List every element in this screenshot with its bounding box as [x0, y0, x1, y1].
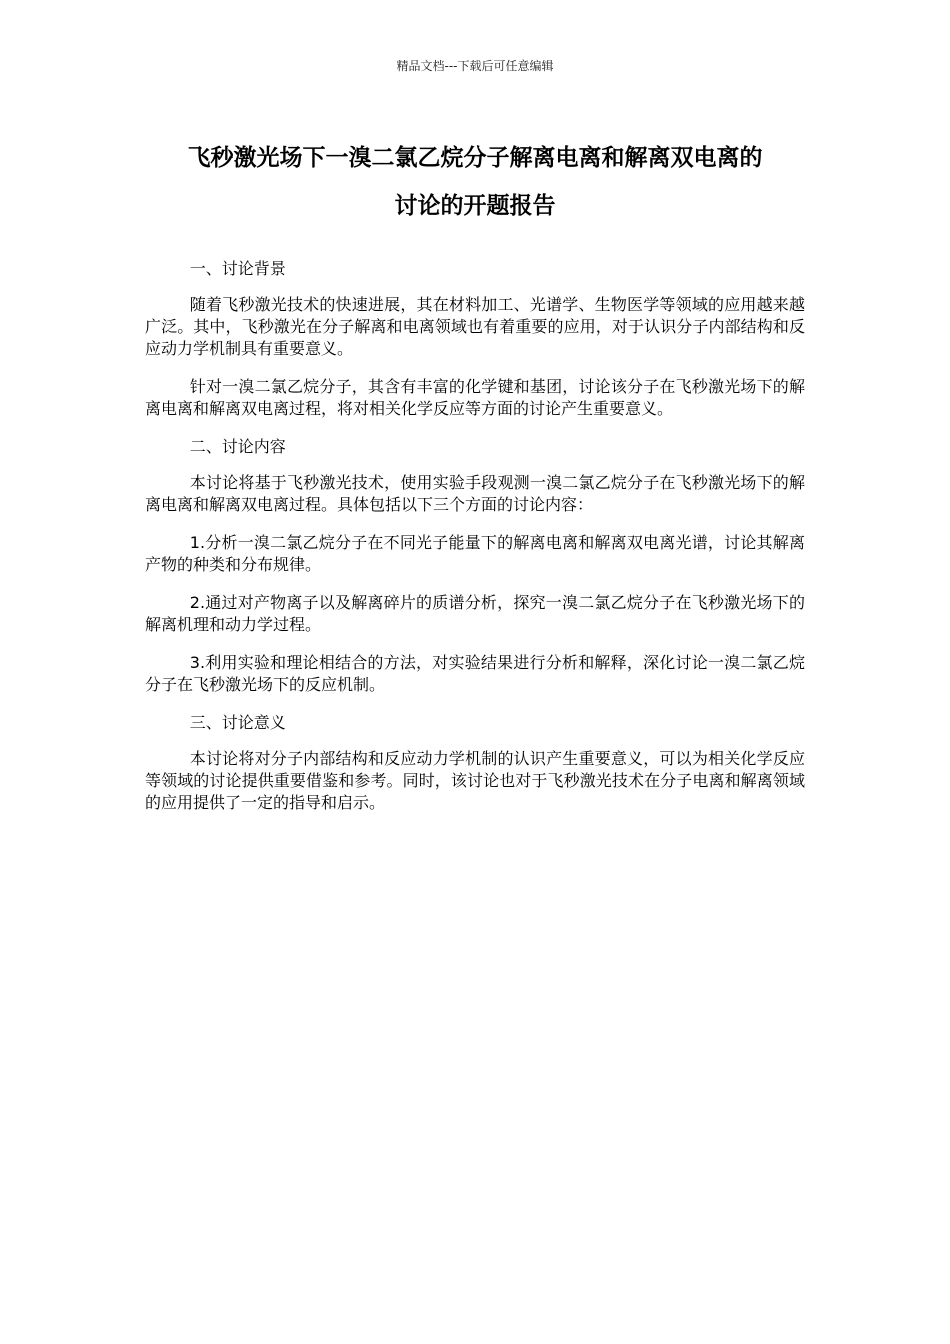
- paragraph: 本讨论将基于飞秒激光技术，使用实验手段观测一溴二氯乙烷分子在飞秒激光场下的解离电离和解离双电离过程。具体包括以下三个方面的讨论内容：: [145, 473, 805, 514]
- section-heading-background: 一、讨论背景: [189, 259, 286, 278]
- header-note: 精品文档---下载后可任意编辑: [396, 59, 554, 73]
- section-heading-significance: 三、讨论意义: [189, 713, 286, 732]
- paragraph: 随着飞秒激光技术的快速进展，其在材料加工、光谱学、生物医学等领域的应用越来越广泛。其中，飞秒激光在分子解离和电离领域也有着重要的应用，对于认识分子内部结构和反应动力学机制具有重要意义。: [145, 295, 805, 358]
- list-item: 2.通过对产物离子以及解离碎片的质谱分析，探究一溴二氯乙烷分子在飞秒激光场下的解离机理和动力学过程。: [145, 593, 805, 634]
- title-line-1: 飞秒激光场下一溴二氯乙烷分子解离电离和解离双电离的: [187, 145, 763, 171]
- paragraph: 针对一溴二氯乙烷分子，其含有丰富的化学键和基团，讨论该分子在飞秒激光场下的解离电离和解离双电离过程，将对相关化学反应等方面的讨论产生重要意义。: [145, 377, 805, 418]
- document-body: [145, 258, 805, 830]
- paragraph: 本讨论将对分子内部结构和反应动力学机制的认识产生重要意义，可以为相关化学反应等领域的讨论提供重要借鉴和参考。同时，该讨论也对于飞秒激光技术在分子电离和解离领域的应用提供了一定的指导和启示。: [145, 749, 805, 812]
- section-heading-content: 二、讨论内容: [189, 437, 286, 456]
- list-item: 1.分析一溴二氯乙烷分子在不同光子能量下的解离电离和解离双电离光谱，讨论其解离产物的种类和分布规律。: [145, 533, 805, 574]
- title-line-2: 讨论的开题报告: [394, 193, 556, 219]
- list-item: 3.利用实验和理论相结合的方法，对实验结果进行分析和解释，深化讨论一溴二氯乙烷分子在飞秒激光场下的反应机制。: [145, 653, 805, 694]
- document-title: [120, 134, 830, 230]
